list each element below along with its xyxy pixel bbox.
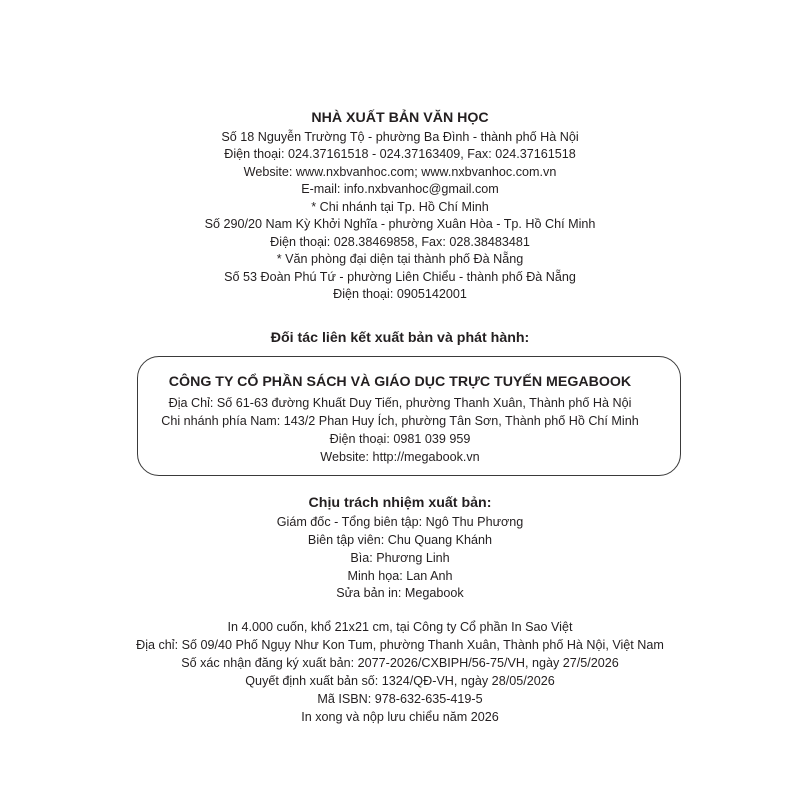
publisher-address: Số 18 Nguyễn Trường Tộ - phường Ba Đình - thành phố Hà Nội	[221, 130, 579, 144]
publisher-website: Website: www.nxbvanhoc.com; www.nxbvanhoc.com.vn	[243, 165, 557, 179]
publisher-email: E-mail: info.nxbvanhoc@gmail.com	[301, 182, 499, 196]
proofreading-line: Sửa bản in: Megabook	[336, 586, 464, 600]
illustration-line: Minh họa: Lan Anh	[347, 569, 453, 583]
partner-address: Địa Chỉ: Số 61-63 đường Khuất Duy Tiến, phường Thanh Xuân, Thành phố Hà Nội	[168, 396, 632, 410]
partner-company-name: CÔNG TY CỔ PHẦN SÁCH VÀ GIÁO DỤC TRỰC TUYẾN MEGABOOK	[168, 374, 632, 390]
hcm-branch-title: * Chi nhánh tại Tp. Hồ Chí Minh	[311, 200, 489, 214]
print-run-line: In 4.000 cuốn, khổ 21x21 cm, tại Công ty Cổ phần In Sao Việt	[227, 620, 573, 634]
partner-south-branch: Chi nhánh phía Nam: 143/2 Phan Huy Ích, phường Tân Sơn, Thành phố Hồ Chí Minh	[161, 414, 639, 428]
partner-heading: Đối tác liên kết xuất bản và phát hành:	[270, 330, 530, 346]
isbn-line: Mã ISBN: 978-632-635-419-5	[317, 692, 483, 706]
publisher-name: NHÀ XUẤT BẢN VĂN HỌC	[311, 110, 489, 126]
publisher-phone: Điện thoại: 024.37161518 - 024.37163409, Fax: 024.37161518	[224, 147, 576, 161]
director-line: Giám đốc - Tổng biên tập: Ngô Thu Phương	[276, 515, 524, 529]
deposit-line: In xong và nộp lưu chiểu năm 2026	[301, 710, 499, 724]
responsibility-heading: Chịu trách nhiệm xuất bản:	[308, 495, 492, 511]
partner-phone: Điện thoại: 0981 039 959	[329, 432, 471, 446]
cover-line: Bìa: Phương Linh	[350, 551, 450, 565]
partner-website: Website: http://megabook.vn	[320, 450, 480, 464]
editor-line: Biên tập viên: Chu Quang Khánh	[307, 533, 493, 547]
publishing-decision-line: Quyết định xuất bản số: 1324/QĐ-VH, ngày 28/05/2026	[245, 674, 555, 688]
registration-number-line: Số xác nhận đăng ký xuất bản: 2077-2026/CXBIPH/56-75/VH, ngày 27/5/2026	[181, 656, 619, 670]
danang-office-title: * Văn phòng đại diện tại thành phố Đà Nẵng	[276, 252, 524, 266]
printer-address-line: Địa chỉ: Số 09/40 Phố Ngụy Như Kon Tum, phường Thanh Xuân, Thành phố Hà Nội, Việt Nam	[136, 638, 664, 652]
hcm-branch-phone: Điện thoại: 028.38469858, Fax: 028.38483481	[270, 235, 530, 249]
hcm-branch-address: Số 290/20 Nam Kỳ Khởi Nghĩa - phường Xuân Hòa - Tp. Hồ Chí Minh	[204, 217, 596, 231]
danang-office-address: Số 53 Đoàn Phú Tứ - phường Liên Chiểu - thành phố Đà Nẵng	[224, 270, 576, 284]
danang-office-phone: Điện thoại: 0905142001	[333, 287, 467, 301]
